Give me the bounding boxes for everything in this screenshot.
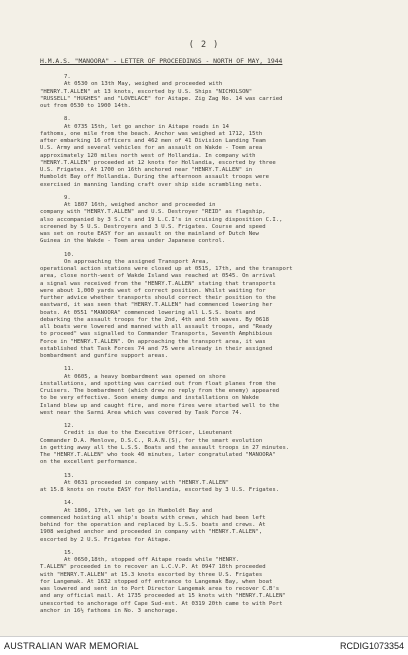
paragraph-line: unescorted to anchorage off Cape Sud-est. At 0319 20th came to with Port: [40, 600, 283, 607]
paragraph-line: exercised in manning landing craft over ship side scrambling nets.: [40, 181, 263, 188]
paragraph-line: boats. At 0551 "MANOORA" commenced lowering all L.S.S. boats and: [40, 309, 256, 316]
paragraph-line: At 1806, 17th, we let go in Humboldt Bay and: [64, 507, 213, 514]
paragraph: [40, 550, 395, 615]
paragraph-line: operational action stations were closed up at 0515, 17th, and the transport: [40, 266, 293, 272]
paragraph-line: commenced hoisting all ship's boats with crews, which had been left: [40, 514, 266, 521]
paragraph-line: "HENRY.T.ALLEN" at 13 knots, escorted by U.S. Ships "NICHOLSON": [40, 88, 253, 95]
paragraph-line: was lowered and sent in to Port Director Langemak area to recover C.B's: [40, 586, 280, 592]
paragraph-line: on the excellent performance.: [40, 459, 138, 466]
paragraph-number: 12.: [64, 423, 75, 429]
paragraph-line: were about 1,000 yards west of correct position. Whilst waiting for: [40, 287, 266, 294]
paragraph-line: Cruisers. The bombardment (which drew no reply from the enemy) appeared: [40, 388, 280, 394]
paragraph-line: "HENRY.T.ALLEN" proceeded at 12 knots for Hollandia, escorted by three: [40, 159, 276, 166]
paragraph: [40, 252, 395, 361]
paragraph-line: after embarking 16 officers and 462 men of 41 Division Landing Team: [40, 138, 266, 144]
paragraph: [40, 473, 395, 495]
page-number: ( 2 ): [188, 40, 220, 50]
paragraph-line: with "HENRY.T.ALLEN" at 15.3 knots escorted by three U.S. Frigates: [40, 571, 263, 578]
paragraph-line: for Langemak. At 1632 stopped off entrance to Langemak Bay, when boat: [40, 578, 273, 585]
paragraph-line: bombardment and gunfire support areas.: [40, 353, 168, 359]
paragraph-line: At 0650,18th, stopped off Aitape roads while "HENRY.: [64, 557, 240, 563]
paragraph-line: At 1807 16th, weighed anchor and proceeded in: [64, 202, 216, 208]
paragraph-line: behind for the operation and replaced by L.S.S. boats and crews. At: [40, 522, 266, 528]
paragraph-line: anchor in 16½ fathoms in No. 3 anchorage.: [40, 607, 179, 614]
paragraph-line: further advice whether transports should correct their position to the: [40, 295, 276, 301]
paragraph-line: to be very effective. Soon enemy dumps and installations on Wakde: [40, 395, 259, 402]
paragraph-line: T.ALLEN" proceeded in to recover an L.C.V.P. At 0947 18th proceeded: [40, 564, 266, 571]
archive-footer: [0, 636, 408, 655]
paragraph-line: At 0631 proceeded in company with "HENRY.T.ALLEN": [64, 479, 230, 486]
paragraph: [40, 423, 395, 467]
paragraph-line: in getting away all the L.S.S. Boats and the assault troops in 27 minutes.: [40, 444, 290, 451]
paragraph: [40, 116, 395, 189]
paragraph-line: Humboldt Bay off Hollandia. During the afternoon assault troops were: [40, 174, 270, 181]
paragraph-line: established that Task Forces 74 and 75 were already in their assigned: [40, 345, 273, 352]
paragraph-line: 1908 weighed anchor and proceeded in company with "HENRY.T.ALLEN",: [40, 529, 263, 536]
margin-annotation: [11, 109, 18, 128]
paragraph-number: 10.: [64, 251, 75, 258]
paragraph-line: U.S. Army and several vehicles for an assault on Wakde - Toem area: [40, 145, 263, 152]
paragraph-line: escorted by 2 U.S. Frigates for Aitape.: [40, 536, 172, 543]
letter-body: [40, 74, 395, 621]
paragraph-line: Commander D.A. Menlove, D.S.C., R.A.N.(S), for the smart evolution: [40, 437, 263, 444]
paragraph-line: Credit is due to the Executive Officer, Lieutenant: [64, 430, 233, 437]
paragraph-line: The "HENRY.T.ALLEN" who took 40 minutes, later congratulated "MANOORA": [40, 452, 276, 458]
paragraph-number: 8.: [64, 116, 71, 123]
archive-name: AUSTRALIAN WAR MEMORIAL: [4, 641, 139, 651]
paragraph-number: 7.: [64, 74, 71, 80]
paragraph-line: to proceed" was signalled to Commander Transports, Seventh Amphibious: [40, 331, 273, 338]
paragraph-line: Force in "HENRY.T.ALLEN". On approaching the transport area, it was: [40, 338, 266, 345]
paragraph-line: At 0530 on 13th May, weighed and proceeded with: [64, 81, 223, 88]
paragraph-line: Guinea in the Wakde - Toem area under Japanese control.: [40, 238, 226, 245]
paragraph-line: a signal was received from the "HENRY.T.ALLEN" stating that transports: [40, 280, 276, 287]
paragraph-line: company with "HENRY.T.ALLEN" and U.S. Destroyer "REID" as flagship,: [40, 209, 266, 216]
paragraph-number: 13.: [64, 472, 75, 479]
paragraph-line: also accompanied by 3 S.C's and 19 L.C.I's in cruising disposition C.I.,: [40, 216, 283, 223]
paragraph-line: all boats were lowered and manned with all assault troops, and "Ready: [40, 324, 273, 330]
margin-annotation: [11, 461, 18, 480]
paragraph-line: On approaching the assigned Transport Area,: [64, 258, 209, 265]
paragraph-line: U.S. Frigates. At 1700 on 16th anchored near "HENRY.T.ALLEN" in: [40, 167, 253, 173]
paragraph-line: At 0735 15th, let go anchor in Aitape roads in 14: [64, 123, 230, 130]
paragraph-line: area, close north-west of Wakde Island was reached at 0545. On arrival: [40, 273, 276, 280]
document-heading: H.M.A.S. "MANOORA" - LETTER OF PROCEEDINGS - NORTH OF MAY, 1944: [40, 57, 283, 65]
paragraph-line: approximately 120 miles north west of Hollandia. In company with: [40, 152, 256, 159]
paragraph: [40, 195, 395, 246]
record-id: RCDIG1073354: [339, 641, 404, 651]
paragraph-number: 9.: [64, 194, 71, 201]
paragraph: [40, 74, 395, 110]
paragraph-line: at 15.8 knots on route EASY for Hollandia, escorted by 3 U.S. Frigates.: [40, 487, 280, 493]
paragraph-line: out from 0530 to 1900 14th.: [40, 103, 131, 109]
paragraph: [40, 500, 395, 544]
paragraph-line: fathoms, one mile from the beach. Anchor was weighed at 1712, 15th: [40, 130, 263, 137]
paragraph-line: Island blew up and caught fire, and more fires were started well to the: [40, 402, 280, 409]
paragraph-line: and any official mail. At 1735 proceeded at 15 knots with "HENRY.T.ALLEN": [40, 593, 286, 600]
paragraph-line: west near the Sarmi Area which was covered by Task Force 74.: [40, 409, 243, 416]
paragraph-line: "RUSSELL" "HUGHES" and "LOVELACE" for Aitape. Zig Zag No. 14 was carried: [40, 95, 283, 102]
paragraph-line: At 0605, a heavy bombardment was opened on shore: [64, 373, 226, 380]
margin-annotation: [11, 241, 18, 260]
paragraph-number: 15.: [64, 549, 75, 556]
paragraph-line: debarking the assault troops for the 2nd, 4th and 5th waves. By 0618: [40, 316, 270, 323]
paragraph-line: installations, and spotting was carried out from float planes from the: [40, 380, 276, 387]
paragraph-number: 14.: [64, 500, 75, 507]
paragraph-number: 11.: [64, 366, 75, 373]
paragraph: [40, 366, 395, 417]
paragraph-line: screened by 5 U.S. Destroyers and 3 U.S. Frigates. Course and speed: [40, 223, 266, 230]
paragraph-line: eastward, it was seen that "HENRY.T.ALLEN" had commenced lowering her: [40, 302, 273, 309]
paragraph-line: was set on route EASY for an assault on the mainland of Dutch New: [40, 231, 259, 237]
